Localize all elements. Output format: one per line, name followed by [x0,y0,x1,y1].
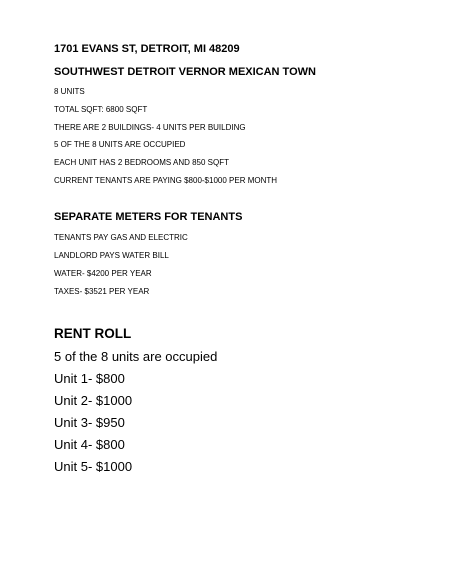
meters-detail-line: WATER- $4200 PER YEAR [54,269,152,278]
meters-detail-line: TAXES- $3521 PER YEAR [54,287,150,296]
detail-line: CURRENT TENANTS ARE PAYING $800-$1000 PER MONTH [54,176,278,185]
rent-roll-item: Unit 4- $800 [54,437,125,452]
detail-line: TOTAL SQFT: 6800 SQFT [54,105,148,114]
detail-line: 8 UNITS [54,87,85,96]
rent-roll-heading: RENT ROLL [54,326,132,341]
detail-line: THERE ARE 2 BUILDINGS- 4 UNITS PER BUILDING [54,123,246,132]
neighborhood-heading: SOUTHWEST DETROIT VERNOR MEXICAN TOWN [54,66,316,78]
rent-roll-item: Unit 1- $800 [54,371,125,386]
meters-heading: SEPARATE METERS FOR TENANTS [54,211,243,223]
rent-roll-item: Unit 3- $950 [54,415,125,430]
rent-roll-item: Unit 5- $1000 [54,459,133,474]
rent-roll-summary: 5 of the 8 units are occupied [54,349,218,364]
rent-roll-item: Unit 2- $1000 [54,393,133,408]
meters-detail-line: TENANTS PAY GAS AND ELECTRIC [54,233,188,242]
property-address: 1701 EVANS ST, DETROIT, MI 48209 [54,43,240,55]
meters-detail-line: LANDLORD PAYS WATER BILL [54,251,169,260]
detail-line: EACH UNIT HAS 2 BEDROOMS AND 850 SQFT [54,158,230,167]
detail-line: 5 OF THE 8 UNITS ARE OCCUPIED [54,140,186,149]
